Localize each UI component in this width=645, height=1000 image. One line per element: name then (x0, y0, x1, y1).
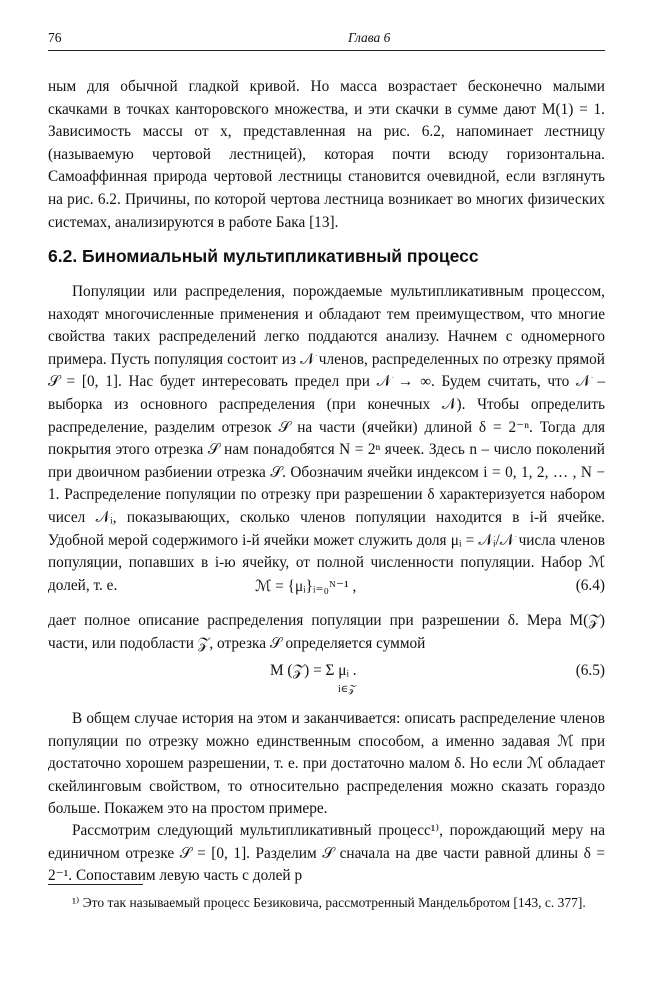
chapter-title: Глава 6 (348, 30, 391, 45)
page-number: 76 (48, 30, 62, 45)
header-rule (48, 50, 605, 51)
equation-number-6-4: (6.4) (575, 577, 605, 594)
equation-6-5: M (𝒵) = Σ μᵢ . (270, 662, 357, 679)
paragraph-process: Рассмотрим следующий мультипликативный процесс¹⁾, порождающий меру на единичном отрезке 𝒮 = [0, 1]. Разделим 𝒮 сначала на две части равной длины δ = 2⁻¹. Сопоставим левую часть с долей p (48, 822, 605, 885)
footnote: ¹⁾ Это так называемый процесс Безиковича, рассмотренный Мандельбротом [143, с. 377]. (72, 895, 586, 910)
paragraph-measure-definition: дает полное описание распределения популяции при разрешении δ. Мера M(𝒵) части, или подобласти 𝒵, отрезка 𝒮 определяется суммой (48, 612, 605, 652)
section-heading: 6.2. Биномиальный мультипликативный процесс (48, 246, 479, 266)
paragraph-scaling: В общем случае история на этом и заканчивается: описать распределение членов популяции по отрезку можно единственным способом, а именно задавая ℳ при достаточно хорошем разрешении, т. е. при достаточно малом δ. Но если ℳ обладает скейлинговым свойством, то относительно распределения можно сказать гораздо больше. Покажем это на простом примере. (48, 710, 605, 818)
intro-paragraph: ным для обычной гладкой кривой. Но масса возрастает бесконечно малыми скачками в точках канторовского множества, и эти скачки в сумме дают M(1) = 1. Зависимость массы от x, представленная на рис. 6.2, напоминает лестницу (называемую чертовой лестницей), которая почти всюду горизонтальна. Самоаффинная природа чертовой лестницы становится очевидной, если взглянуть на рис. 6.2. Причины, по которой чертова лестница возникает во многих физических системах, анализируются в работе Бака [13]. (48, 78, 605, 231)
equation-6-5-subscript: i∈𝒵 (338, 684, 356, 695)
equation-6-4: ℳ = {μᵢ}ᵢ₌₀ᴺ⁻¹ , (255, 578, 357, 595)
equation-number-6-5: (6.5) (575, 662, 605, 679)
paragraph-binomial-intro: Популяции или распределения, порождаемые мультипликативным процессом, находят многочисленные применения и обладают тем преимуществом, что многие свойства таких распределений легко поддаются анализу. Начнем с одномерного примера. Пусть популяция состоит из 𝒩 членов, распределенных по отрезку прямой 𝒮 = [0, 1]. Нас будет интересовать предел при 𝒩 → ∞. Будем считать, что 𝒩 – выборка из основного распределения (при конечных 𝒩). Чтобы определить распределение, разделим отрезок 𝒮 на части (ячейки) длиной δ = 2⁻ⁿ. Тогда для покрытия этого отрезка 𝒮 нам понадобятся N = 2ⁿ ячеек. Здесь n – число поколений при двоичном разбиении отрезка 𝒮. Обозначим ячейки индексом i = 0, 1, 2, … , N − 1. Распределение популяции по отрезку при разрешении δ характеризуется набором чисел 𝒩ᵢ, показывающих, сколько членов популяции находится в i-й ячейке. Удобной мерой содержимого i-й ячейки может служить доля μᵢ = 𝒩ᵢ/𝒩 числа членов популяции, попавших в i-ю ячейку, от полной численности популяции. Набор ℳ долей, т. е. (48, 283, 605, 594)
running-header (48, 30, 605, 48)
footnote-rule (48, 884, 143, 885)
